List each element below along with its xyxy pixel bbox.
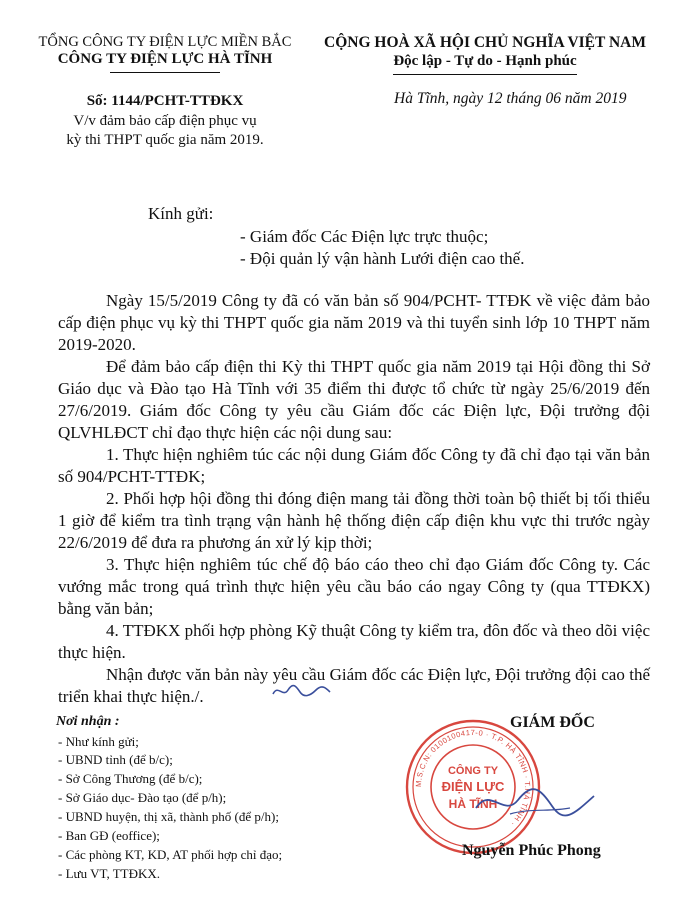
signer-name: Nguyễn Phúc Phong — [462, 842, 601, 859]
signature-title: GIÁM ĐỐC — [510, 714, 595, 731]
org-underline — [110, 72, 220, 73]
paragraph-closing: Nhận được văn bản này yêu cầu Giám đốc các Điện lực, Đội trưởng đội cao thế triển khai thực hiện./. — [58, 665, 650, 706]
directive-item-2: 2. Phối hợp hội đồng thi đóng điện mang tải đồng thời toàn bộ thiết bị tối thiểu 1 giờ để kiểm tra tình trạng vận hành hệ thống điện cấp điện khu vực thi trước ngày 22/6/2019 để đưa ra phương án xử lý kịp thời; — [58, 489, 650, 552]
motto-underline — [393, 74, 577, 75]
org-company: CÔNG TY ĐIỆN LỰC HÀ TĨNH — [57, 51, 273, 67]
director-signature — [470, 778, 600, 828]
initials-signature — [270, 680, 332, 702]
recipient-item: - Như kính gửi; — [58, 734, 139, 749]
addressee-label: Kính gửi: — [148, 204, 214, 223]
nation-title: CỘNG HOÀ XÃ HỘI CHỦ NGHĨA VIỆT NAM — [324, 34, 646, 51]
doc-number: Số: 1144/PCHT-TTĐKX — [86, 93, 244, 109]
recipients-label: Nơi nhận : — [56, 714, 120, 729]
directive-item-4: 4. TTĐKX phối hợp phòng Kỹ thuật Công ty kiểm tra, đôn đốc và theo dõi việc thực hiện. — [58, 621, 650, 662]
svg-text:CÔNG TY: CÔNG TY — [447, 765, 499, 777]
directive-item-3: 3. Thực hiện nghiêm túc chế độ báo cáo theo chỉ đạo Giám đốc Công ty. Các vướng mắc trong quá trình thực hiện yêu cầu báo cáo ngay Công ty (qua TTĐKX) bằng văn bản; — [58, 555, 650, 618]
org-parent: TỔNG CÔNG TY ĐIỆN LỰC MIỀN BẮC — [38, 34, 292, 50]
svg-text:HÀ TĨNH: HÀ TĨNH — [448, 797, 498, 811]
recipient-item: - UBND huyện, thị xã, thành phố (để p/h); — [58, 809, 279, 824]
paragraph-intro: Ngày 15/5/2019 Công ty đã có văn bản số 904/PCHT- TTĐK về việc đảm bảo cấp điện phục vụ kỳ thi THPT quốc gia năm 2019 và thi tuyển sinh lớp 10 THPT năm 2019-2020. — [58, 291, 650, 354]
recipient-item: - UBND tỉnh (để b/c); — [58, 752, 173, 767]
doc-date: Hà Tĩnh, ngày 12 tháng 06 năm 2019 — [394, 90, 627, 107]
svg-text:ĐIỆN LỰC: ĐIỆN LỰC — [441, 779, 505, 794]
recipient-item: - Lưu VT, TTĐKX. — [58, 866, 161, 881]
motto: Độc lập - Tự do - Hạnh phúc — [393, 53, 577, 69]
recipient-item: - Ban GĐ (eoffice); — [58, 828, 160, 843]
recipient-item: - Các phòng KT, KD, AT phối hợp chỉ đạo; — [58, 847, 283, 862]
directive-item-1: 1. Thực hiện nghiêm túc các nội dung Giám đốc Công ty đã chỉ đạo tại văn bản số 904/PCHT-TTĐK; — [58, 445, 650, 486]
addressee-item: - Giám đốc Các Điện lực trực thuộc; — [240, 227, 489, 246]
svg-text:M.S.C.N: 0100100417-0 · T.P. H: M.S.C.N: 0100100417-0 · T.P. HÀ TĨNH · T.HÀ TĨNH · — [413, 727, 533, 829]
paragraph-context: Để đảm bảo cấp điện thi Kỳ thi THPT quốc gia năm 2019 tại Hội đồng thi Sở Giáo dục và Đào tạo Hà Tĩnh với 35 điểm thi được tổ chức từ ngày 25/6/2019 đến 27/6/2019. Giám đốc Công ty yêu cầu Giám đốc các Điện lực, Đội trưởng đội QLVHLĐCT chỉ đạo thực hiện các nội dung sau: — [58, 357, 650, 442]
addressee-item: - Đội quản lý vận hành Lưới điện cao thế. — [240, 249, 525, 268]
subject-line-2: kỳ thi THPT quốc gia năm 2019. — [66, 132, 264, 148]
recipient-item: - Sở Công Thương (để b/c); — [58, 771, 203, 786]
recipient-item: - Sở Giáo dục- Đào tạo (để p/h); — [58, 790, 227, 805]
subject-line-1: V/v đảm bảo cấp điện phục vụ — [73, 113, 257, 129]
